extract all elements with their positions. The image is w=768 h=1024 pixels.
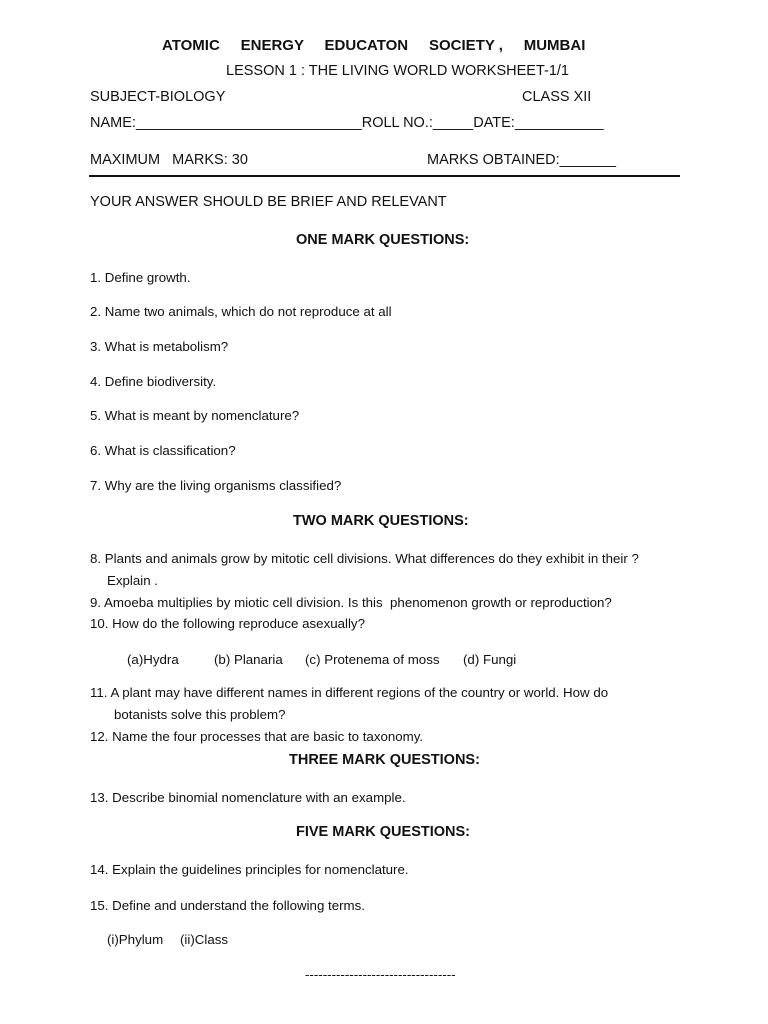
option-item: (i)Phylum <box>107 932 164 947</box>
question-item: 15. Define and understand the following terms. <box>90 898 365 913</box>
option-item: (b) Planaria <box>214 652 283 667</box>
org-title: ATOMIC ENERGY EDUCATON SOCIETY , MUMBAI <box>162 37 586 54</box>
question-item: 14. Explain the guidelines principles for nomenclature. <box>90 862 409 877</box>
section-title-one-mark: ONE MARK QUESTIONS: <box>296 232 470 248</box>
question-item-continuation: botanists solve this problem? <box>114 707 286 722</box>
question-item: 8. Plants and animals grow by mitotic cell divisions. What differences do they exhibit in their ? <box>90 551 639 566</box>
section-title-five-mark: FIVE MARK QUESTIONS: <box>296 824 471 840</box>
footer-dashes: ---------------------------------- <box>305 967 456 982</box>
instruction-text: YOUR ANSWER SHOULD BE BRIEF AND RELEVANT <box>90 194 447 210</box>
question-item: 2. Name two animals, which do not reproduce at all <box>90 304 392 319</box>
question-item: 6. What is classification? <box>90 443 236 458</box>
max-marks: MAXIMUM MARKS: 30 <box>90 152 248 168</box>
question-item: 9. Amoeba multiplies by miotic cell division. Is this phenomenon growth or reproduction? <box>90 595 612 610</box>
question-item: 11. A plant may have different names in different regions of the country or world. How do <box>90 685 609 700</box>
header-divider <box>89 175 680 177</box>
class-label: CLASS XII <box>522 89 592 105</box>
question-item-continuation: Explain . <box>107 573 158 588</box>
section-title-three-mark: THREE MARK QUESTIONS: <box>289 752 480 768</box>
question-item: 3. What is metabolism? <box>90 339 229 354</box>
marks-obtained: MARKS OBTAINED:_______ <box>427 152 617 168</box>
question-item: 7. Why are the living organisms classified? <box>90 478 342 493</box>
question-item: 13. Describe binomial nomenclature with an example. <box>90 790 406 805</box>
option-item: (a)Hydra <box>127 652 179 667</box>
question-item: 4. Define biodiversity. <box>90 374 217 389</box>
option-item: (c) Protenema of moss <box>305 652 440 667</box>
section-title-two-mark: TWO MARK QUESTIONS: <box>293 513 469 529</box>
question-item: 10. How do the following reproduce asexually? <box>90 616 365 631</box>
question-item: 1. Define growth. <box>90 270 191 285</box>
subject-label: SUBJECT-BIOLOGY <box>90 89 226 105</box>
option-item: (ii)Class <box>180 932 229 947</box>
question-item: 5. What is meant by nomenclature? <box>90 408 300 423</box>
question-item: 12. Name the four processes that are basic to taxonomy. <box>90 729 424 744</box>
name-roll-date-line: NAME:____________________________ROLL NO.:_____DATE:___________ <box>90 115 604 131</box>
option-item: (d) Fungi <box>463 652 517 667</box>
lesson-title: LESSON 1 : THE LIVING WORLD WORKSHEET-1/1 <box>226 63 569 79</box>
